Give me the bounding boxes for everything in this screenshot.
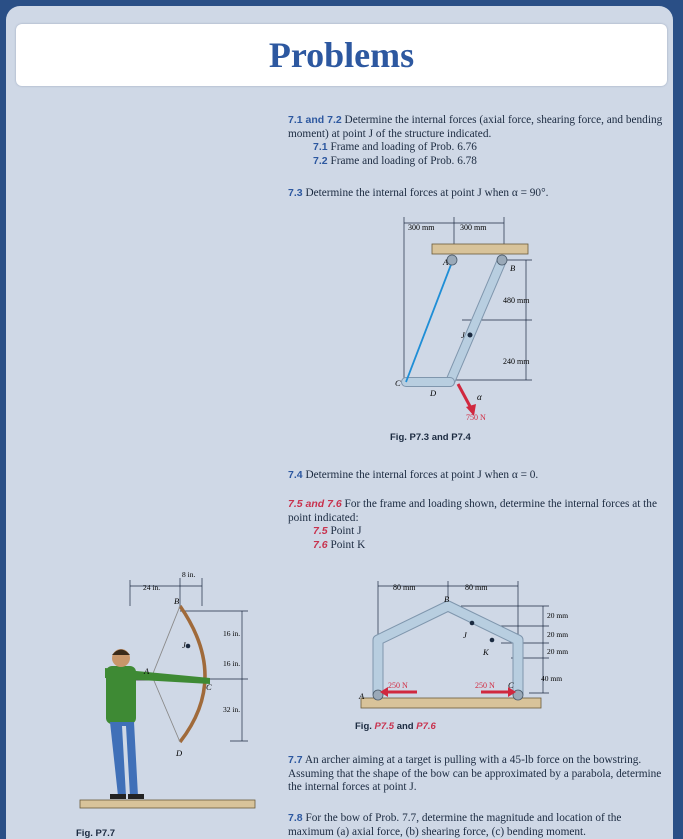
pin-b: [497, 255, 507, 265]
label-j: J: [463, 630, 467, 640]
figure-p7-5: [351, 578, 581, 716]
figure-caption-p7-5: [355, 721, 436, 732]
title-panel: [16, 24, 667, 86]
subproblem-number: 7.5: [313, 525, 328, 537]
figure-p7-7: [70, 566, 270, 824]
problem-text: Determine the internal forces (axial force, shearing force, and bending moment) at point J of the structure indicated.: [288, 114, 663, 140]
label-b: B: [174, 596, 180, 606]
problem-text: For the frame and loading shown, determine the internal forces at the point indicated:: [288, 498, 657, 524]
dimension-label: 20 mm: [547, 611, 569, 620]
dimension-label: 80 mm: [465, 583, 488, 592]
subproblem-number: 7.2: [313, 154, 328, 167]
problem-7-3: [288, 187, 663, 201]
label-b: B: [510, 263, 516, 273]
figure-caption-p7-3: Fig. P7.3 and P7.4: [390, 432, 471, 443]
problem-number: 7.8: [288, 812, 303, 824]
ground-support: [361, 698, 541, 708]
dimension-label: 300 mm: [460, 223, 487, 232]
caption-ref: P7.6: [416, 721, 436, 732]
dimension-label: 40 mm: [541, 674, 563, 683]
dimension-label: 20 mm: [547, 630, 569, 639]
dimension-label: 300 mm: [408, 223, 435, 232]
label-c: C: [508, 680, 514, 690]
label-d: D: [176, 748, 183, 758]
problem-text: An archer aiming at a target is pulling with a 45-lb force on the bowstring. Assuming that the shape of the bow can be approximated by a parabola, determine the internal forces at point J.: [288, 754, 662, 793]
archer-shoe: [110, 794, 126, 799]
member-bd-face: [450, 260, 502, 382]
label-k: K: [483, 647, 489, 657]
dimension-label: 24 in.: [143, 583, 161, 592]
label-b: B: [444, 594, 450, 604]
dimension-label: 240 mm: [503, 357, 530, 366]
label-alpha: α: [477, 392, 482, 402]
point-j: [186, 644, 191, 649]
problem-text: For the bow of Prob. 7.7, determine the magnitude and location of the maximum (a) axial force, (b) shearing force, (c) bending moment.: [288, 812, 622, 838]
problem-text: Determine the internal forces at point J when α = 90°.: [305, 187, 549, 199]
textbook-page: [6, 6, 673, 839]
label-d: D: [430, 388, 437, 398]
bowstring-upper: [152, 606, 180, 676]
label-c: C: [206, 682, 212, 692]
caption-prefix: Fig.: [355, 721, 372, 732]
problem-7-5-7-6: [288, 498, 663, 552]
archer-shoe: [128, 794, 144, 799]
cable-ac: [406, 262, 452, 382]
label-a: A: [144, 666, 150, 676]
subproblem-text: Frame and loading of Prob. 6.78: [330, 154, 477, 167]
problem-7-7: [288, 754, 663, 795]
problem-number: 7.4: [288, 469, 303, 481]
problem-number: 7.7: [288, 754, 303, 766]
label-a: A: [443, 257, 449, 267]
archer-torso: [106, 666, 136, 724]
bow: [180, 606, 205, 742]
dimension-label: 80 mm: [393, 583, 416, 592]
subproblem-7-2: [288, 155, 663, 169]
label-c: C: [395, 378, 401, 388]
load-label-b: 250 N: [475, 681, 495, 690]
caption-ref: P7.5: [374, 721, 395, 732]
problem-7-8: [288, 812, 663, 839]
point-j: [470, 621, 475, 626]
subproblem-7-5: [288, 525, 663, 539]
problem-number: 7.1 and 7.2: [288, 114, 342, 126]
ceiling-support: [432, 244, 528, 254]
subproblem-number: 7.1: [313, 141, 328, 153]
dimension-label: 16 in.: [223, 659, 241, 668]
ground: [80, 800, 255, 808]
archer-legs: [110, 722, 138, 796]
subproblem-7-6: [288, 539, 663, 553]
page-title: Problems: [268, 35, 415, 75]
figure-caption-p7-7: Fig. P7.7: [76, 828, 116, 839]
subproblem-number: 7.6: [313, 538, 328, 551]
dimension-label: 20 mm: [547, 647, 569, 656]
dimension-label: 32 in.: [223, 705, 241, 714]
load-label-a: 250 N: [388, 681, 408, 690]
point-k: [490, 638, 495, 643]
subproblem-7-1: [288, 141, 663, 155]
subproblem-text: Point K: [330, 538, 366, 551]
subproblem-text: Point J: [330, 525, 362, 537]
pin-a: [447, 255, 457, 265]
bowstring-lower: [152, 676, 180, 742]
point-j: [468, 333, 473, 338]
problem-number: 7.3: [288, 187, 303, 199]
dimension-label: 8 in.: [182, 570, 196, 579]
label-j: J: [461, 330, 465, 340]
problem-7-1-7-2: [288, 114, 663, 168]
load-label: 750 N: [466, 413, 486, 422]
problem-text: Determine the internal forces at point J when α = 0.: [305, 469, 539, 481]
problem-7-4: [288, 469, 663, 483]
problem-number: 7.5 and 7.6: [288, 498, 342, 510]
caption-conjunction: and: [396, 721, 414, 732]
figure-p7-3: [386, 214, 566, 424]
archer-hair: [112, 650, 130, 656]
label-j: J: [182, 640, 186, 650]
dimension-label: 16 in.: [223, 629, 241, 638]
label-a: A: [359, 691, 365, 701]
subproblem-text: Frame and loading of Prob. 6.76: [330, 141, 477, 153]
dimension-label: 480 mm: [503, 296, 530, 305]
